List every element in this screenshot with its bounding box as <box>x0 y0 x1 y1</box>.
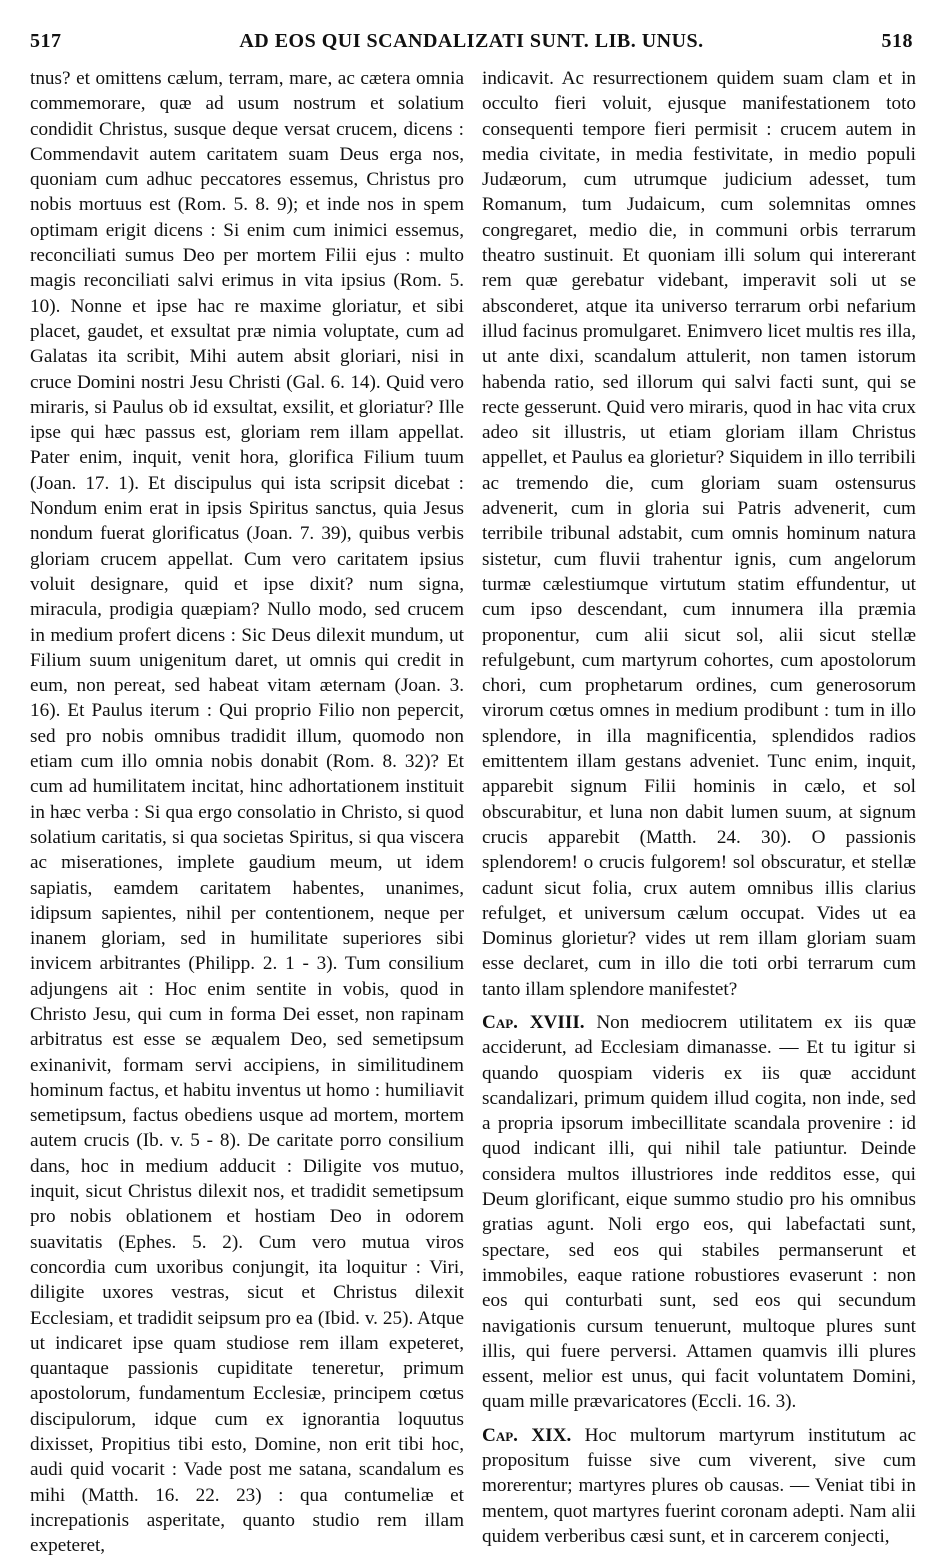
chapter-18 <box>482 1010 916 1415</box>
right-paragraph: indicavit. Ac resurrectionem quidem suam clam et in occulto fieri voluit, ejusque manifestationem toto consequenti tempore fieri permisit : crucem autem in media civitate, in media festivitate, in medio populi Judæorum, cum utrumque judicium adesset, tum Romanum, tum Judaicum, cum solemnitas omnes congregaret, medio die, in communi orbis terrarum theatro sustinuit. Et quoniam illi solum qui intererant rem quæ gerebatur videbant, imperavit soli ut se absconderet, atque ita universo terrarum orbi nefarium illud facinus promulgaret. Enimvero licet multis res illa, ut ante dixi, scandalum attulerit, non tamen istorum habenda ratio, sed illorum qui salvi facti sunt, qui se recte gesserunt. Quid vero miraris, quod in hac vita crux adeo sit illustris, ut etiam gloriam illam Christus appellet, et Paulus ea glorietur? Siquidem in illo terribili ac tremendo die, cum gloriam suam ostensurus advenerit, cum in gloria sui Patris advenerit, cum terribile tribunal adstabit, cum omnis hominum natura sistetur, cum fluvii trahentur ignis, cum angelorum turmæ cælestiumque virtutum statim effundentur, ut cum ipso descendant, cum innumera illa præmia proponentur, cum alii sicut sol, alii sicut stellæ refulgebunt, cum martyrum cohortes, cum apostolorum chori, cum prophetarum ordines, cum generosorum virorum cœtus omnes in medium prodibunt : tum in illo splendore, in illa magnificentia, splendidos radios emittentem illam gestans adveniet. Tunc enim, inquit, apparebit signum Filii hominis in cælo, et sol obscurabitur, et luna non dabit lumen suum, at signum crucis apparebit (Matth. 24. 30). O passionis splendorem! o crucis fulgorem! sol obscuratur, et stellæ cadunt sicut folia, crux autem omnibus illis clarius refulget, et universum cælum occupat. Vides ut ea Dominus glorietur? vides ut rem illam gloriam suam esse declaret, cum in illo die toti orbi terrarum cum tanto illam splendore manifestet? <box>482 68 916 1000</box>
chapter-18-text: Non mediocrem utilitatem ex iis quæ acciderunt, ad Ecclesiam dimanasse. — Et tu igitur si quando quospiam videris ex iis quæ accidunt scandalizari, primum quidem illud cogita, non inde, sed a propria ipsorum imbecillitate scandala provenire : id quod indicant illi, qui nihil tale patiuntur. Deinde considera multos illustriores inde redditos esse, qui Deum glorificant, eique summo studio pro his omnibus gratias agunt. Noli ergo eos, qui labefactati sunt, spectare, sed eos qui stabiles permanserunt et immobiles, eaque ratione robustiores evaserunt : non eos qui conturbati sunt, sed eos qui secundum navigationis cursum tenuerunt, multoque plures sunt illis, qui fuere perversi. Attamen quamvis illi plures essent, melior est unus, qui facit voluntatem Domini, quam mille prævaricatores (Eccli. 16. 3). <box>482 1011 916 1413</box>
chapter-19-text: Hoc multorum martyrum institutum ac propositum fuisse sive cum viverent, sive cum morerentur; martyres plures ob causas. — Veniat tibi in mentem, quot martyres fuerint coronam adepti. Nam alii quidem verberibus cæsi sunt, et in carcerem conjecti, <box>482 1424 916 1547</box>
left-paragraph: tnus? et omittens cælum, terram, mare, ac cætera omnia commemorare, quæ ad usum nostrum et solatium condidit Christus, susque deque versat crucem, dicens : Commendavit autem caritatem suam Deus erga nos, quoniam cum adhuc peccatores essemus, Christus pro nobis mortuus est (Rom. 5. 8. 9); et inde nos in spem optimam erigit dicens : Si enim cum inimici essemus, reconciliati sumus Deo per mortem Filii ejus : multo magis reconciliati salvi erimus in vita ipsius (Rom. 5. 10). Nonne et ipse hac re maxime gloriatur, et sibi placet, gaudet, et exsultat præ nimia voluptate, cum ad Galatas ita scribit, Mihi autem absit gloriari, nisi in cruce Domini nostri Jesu Christi (Gal. 6. 14). Quid vero miraris, si Paulus ob id exsultat, exsilit, et gloriatur? Ille ipse qui hæc passus est, gloriam rem illam appellat. Pater enim, inquit, venit hora, glorifica Filium tuum (Joan. 17. 1). Et discipulus qui ista scripsit dicebat : Nondum enim erat in ipsis Spiritus sanctus, quia Jesus nondum fuerat glorificatus (Joan. 7. 39), quibus verbis gloriam crucem appellat. Cum vero caritatem ipsius voluit designare, quid et ipse dixit? num signa, miracula, prodigia quæpiam? Nullo modo, sed crucem in medium profert dicens : Sic Deus dilexit mundum, ut Filium suum unigenitum daret, ut omnis qui credit in eum, non pereat, sed habeat vitam æternam (Joan. 3. 16). Et Paulus iterum : Qui proprio Filio non pepercit, sed pro nobis omnibus tradidit illum, quomodo non etiam cum illo omnia nobis donabit (Rom. 8. 32)? Et cum ad humilitatem incitat, hinc adhortationem instituit in hæc verba : Si qua ergo consolatio in Christo, si quod solatium caritatis, si qua societas Spiritus, si qua viscera ac miserationes, implete gaudium meum, ut idem sapiatis, eamdem caritatem habentes, unanimes, idipsum sapientes, nihil per contentionem, neque per inanem gloriam, sed in humilitate superiores sibi invicem arbitrantes (Philipp. 2. 1 - 3). Tum consilium adjungens ait : Hoc enim sentite in vobis, quod in Christo Jesu, qui cum in forma Dei esset, non rapinam arbitratus est esse se æqualem Deo, sed semetipsum exinanivit, formam servi accipiens, in similitudinem hominum factus, et habitu inventus ut homo : humiliavit semetipsum, factus obediens usque ad mortem, mortem autem crucis (Ib. v. 5 - 8). De caritate porro consilium dans, hoc in medium adducit : Diligite vos mutuo, inquit, sicut Christus dilexit nos, et tradidit semetipsum pro nobis oblationem et hostiam Deo in odorem suavitatis (Ephes. 5. 2). Cum vero mutua viros concordia cum uxoribus conjungit, ita loquitur : Viri, diligite uxores vestras, sicut et Christus dilexit Ecclesiam, et tradidit seipsum pro ea (Ibid. v. 25). Atque ut indicaret ipse quam studiose rem illam expeteret, quantaque passionis cupiditate teneretur, primum apostolorum, fundamentum Ecclesiæ, principem cœtus discipulorum, idque cum ex ignorantia loquutus dixisset, Propitius tibi esto, Domine, non erit tibi hoc, audi quid vocarit : Vade post me satana, scandalum es mihi (Matth. 16. 22. 23) : qua contumeliæ et increpationis asperitate, quanto studio rem illam expeteret, <box>30 68 464 1557</box>
page-number-right: 518 <box>881 30 913 52</box>
running-header <box>30 30 913 60</box>
right-column <box>482 66 916 1547</box>
left-column <box>30 66 464 1557</box>
chapter-19 <box>482 1423 916 1549</box>
chapter-19-label: Cap. XIX. <box>482 1424 572 1446</box>
chapter-18-label: Cap. XVIII. <box>482 1011 585 1033</box>
page-number-left: 517 <box>30 30 62 52</box>
running-title: AD EOS QUI SCANDALIZATI SUNT. LIB. UNUS. <box>239 30 704 52</box>
